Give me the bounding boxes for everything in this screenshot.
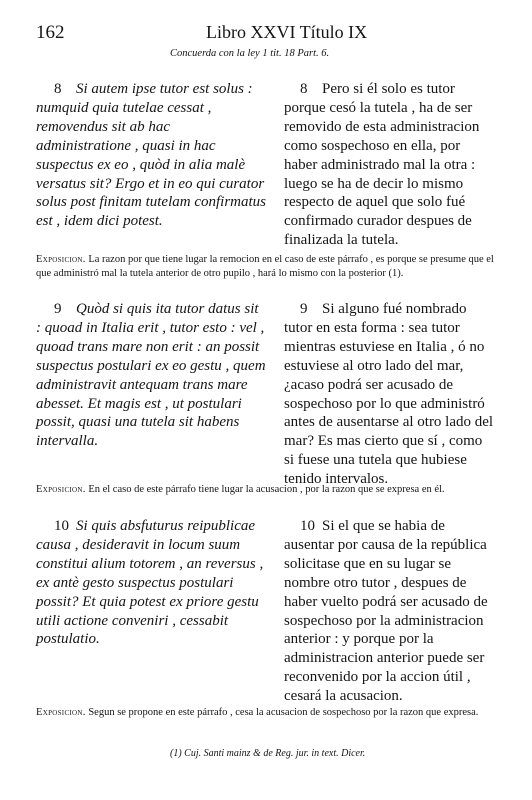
latin-paragraph: Quòd si quis ita tutor datus sit : quoad in Italia erit , tutor esto : vel , quoad trans mare non erit : an possit suspectus postulari ex eo gestu , quem administravit antequam trans mare abesset. Et magis est , ut postulari possit, quasi una tutela sit habens intervalla. <box>36 301 266 450</box>
page-number: 162 <box>36 22 65 43</box>
latin-column <box>36 80 266 231</box>
latin-paragraph-number: 8 <box>54 81 62 97</box>
spanish-paragraph-number: 8 <box>300 81 308 97</box>
footnote: (1) Cuj. Santi mainz & de Reg. jur. in text. Dicer. <box>170 748 366 759</box>
spanish-column <box>284 517 496 706</box>
exposicion-10 <box>36 706 496 720</box>
exposicion-8 <box>36 253 496 281</box>
spanish-paragraph-number: 9 <box>300 301 308 317</box>
exposicion-9 <box>36 483 496 497</box>
exposicion-text: En el caso de este párrafo tiene lugar la acusacion , por la razon que se expresa en él. <box>88 484 445 495</box>
exposicion-text: Segun se propone en este párrafo , cesa la acusacion de sospechoso por la razon que expresa. <box>88 707 479 718</box>
latin-column <box>36 517 266 649</box>
spanish-paragraph: Pero si él solo es tutor porque cesó la tutela , ha de ser removido de esta administracion como sospechoso en ella, por haber administrado mal la otra : luego se ha de decir lo mismo respecto de aquel que solo fué confirmado curador despues de finalizada la tutela. <box>284 81 480 249</box>
spanish-paragraph: Si el que se habia de ausentar por causa de la república solicitase que en su lugar se nombre otro tutor , despues de haber vuelto podrá ser acusado de sospechoso por la administracion anterior : y porque por la administracion anterior puede ser reconvenido por la accion útil , cesará la acusacion. <box>284 518 488 705</box>
section-9 <box>36 300 496 488</box>
exposicion-label: Exposicion. <box>36 707 86 718</box>
latin-column <box>36 300 266 451</box>
latin-paragraph-number: 9 <box>54 301 62 317</box>
exposicion-text: La razon por que tiene lugar la remocion en el caso de este párrafo , es porque se presume que el que administró mal la tutela anterior de otro pupilo , hará lo mismo con la posterior (1). <box>36 254 494 279</box>
section-8 <box>36 80 496 250</box>
section-10 <box>36 517 496 705</box>
concordance-note: Concuerda con la ley 1 tit. 18 Part. 6. <box>170 48 330 59</box>
latin-paragraph: Si autem ipse tutor est solus : numquid quia tutelae cessat , removendus sit ab hac administratione , quasi in hac suspectus ex eo , quòd in alia malè versatus sit? Ergo et in eo qui curator solus post finitam tutelam confirmatus est , idem dici potest. <box>36 81 267 230</box>
spanish-column <box>284 80 496 250</box>
running-title: Libro XXVI Título IX <box>206 22 368 42</box>
exposicion-label: Exposicion. <box>36 484 86 495</box>
latin-paragraph: Si quis absfuturus reipublicae causa , desideravit in locum suum constitui alium totorem , an reversus , ex antè gesto suspectus postulari possit? Et quia potest ex priore gestu utili actione conveniri , cessabit postulatio. <box>36 518 264 648</box>
spanish-column <box>284 300 496 489</box>
spanish-paragraph-number: 10 <box>300 518 315 534</box>
spanish-paragraph: Si alguno fué nombrado tutor en esta forma : sea tutor mientras estuviese en Italia , ó no estuviese al otro lado del mar, ¿acaso podrá ser acusado de sospechoso por lo que administró antes de ausentarse al otro lado del mar? Es mas cierto que sí , como si fuese una tutela que hubiese tenido intervalos. <box>284 301 494 488</box>
exposicion-label: Exposicion. <box>36 254 86 265</box>
latin-paragraph-number: 10 <box>54 518 69 534</box>
